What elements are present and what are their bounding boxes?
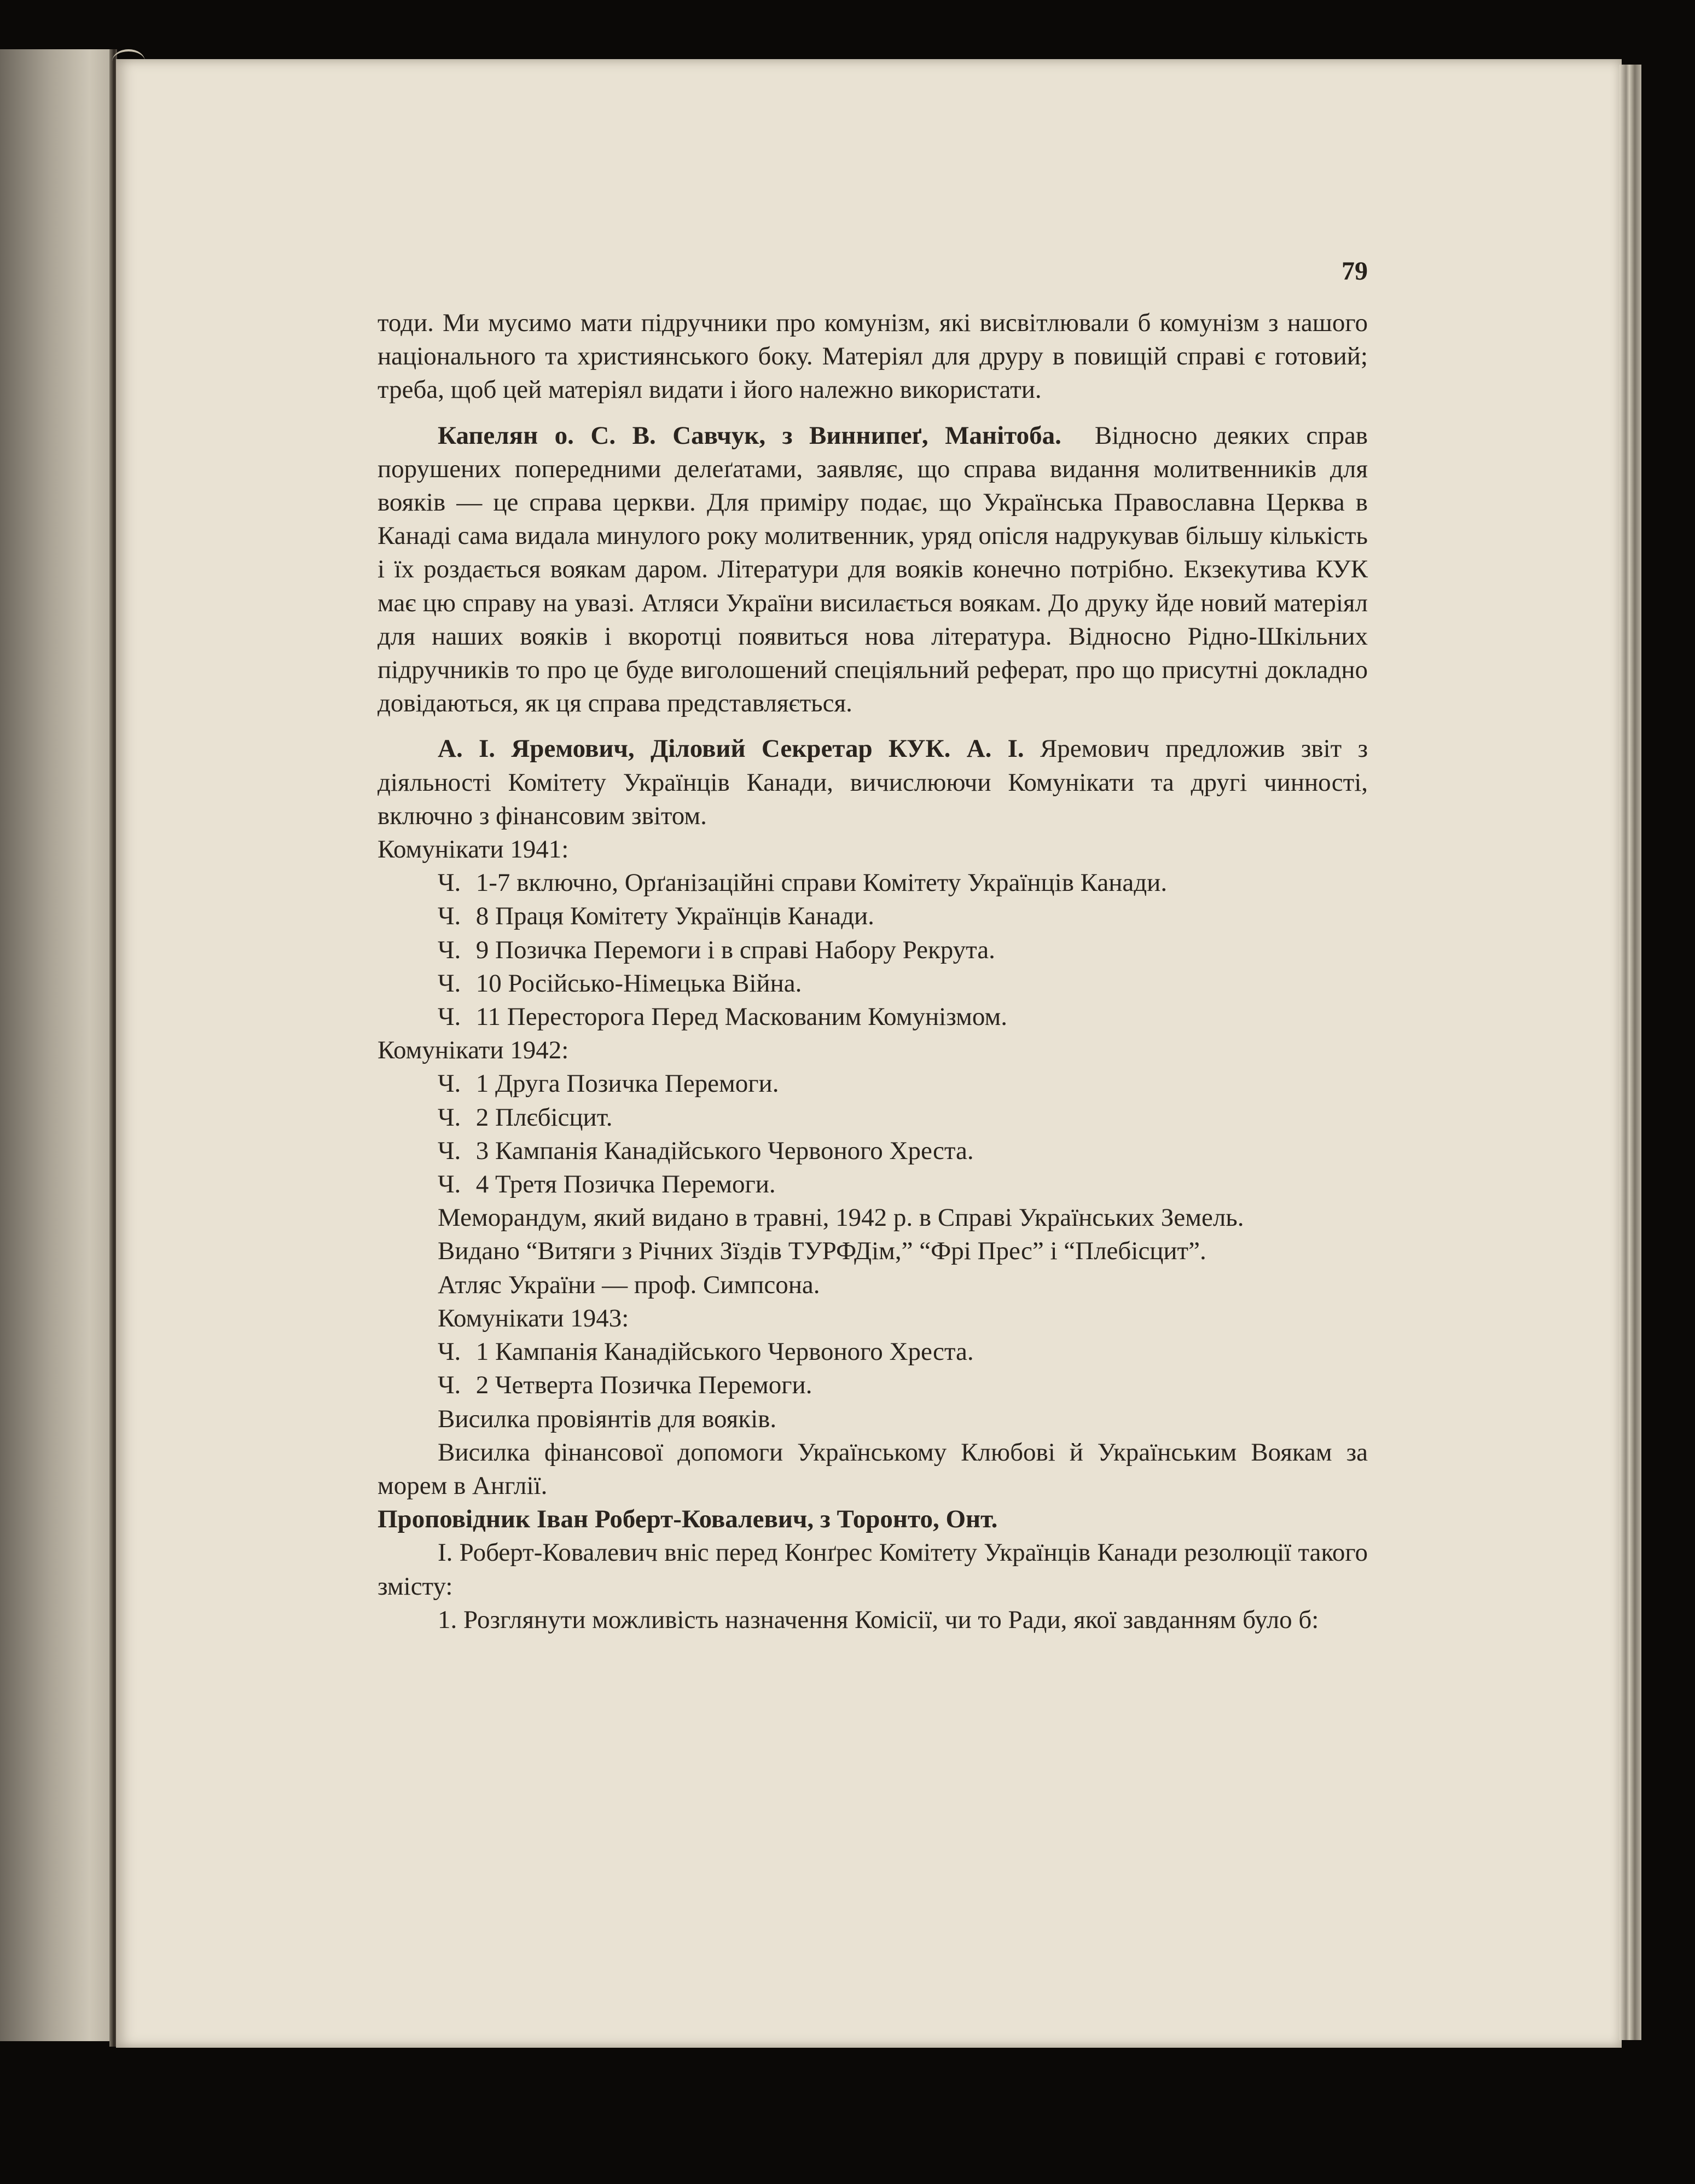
speaker-heading-savchuk: Капелян о. С. В. Савчук, з Виннипеґ, Манітоба.: [438, 421, 1061, 450]
page-stack-edge: [1619, 65, 1641, 2040]
list-item: Ч. 3 Кампанія Канадійського Червоного Хреста.: [438, 1136, 974, 1165]
page-number: 79: [1342, 257, 1368, 286]
list-item: Ч. 2 Четверта Позичка Перемоги.: [438, 1371, 812, 1400]
comm-1941-list: [378, 866, 1368, 1034]
issued-line: Видано “Витяги з Річних Зїздів ТУРФДім,” “Фрі Прес” і “Плебісцит”.: [438, 1237, 1206, 1266]
comm-1943-heading: Комунікати 1943:: [438, 1304, 629, 1333]
provisions-line: Висилка провіянтів для вояків.: [438, 1404, 777, 1433]
resolution-intro: І. Роберт-Ковалевич вніс перед Конґрес Комітету Українців Канади резолюції такого змісту:: [378, 1538, 1368, 1601]
financial-line: Висилка фінансової допомоги Українському Клюбові й Українським Воякам за морем в Англії.: [378, 1438, 1368, 1500]
list-item: Ч. 2 Плєбісцит.: [438, 1103, 613, 1132]
list-item: Ч. 8 Праця Комітету Українців Канади.: [438, 902, 874, 931]
list-item: Ч. 9 Позичка Перемоги і в справі Набору Рекрута.: [438, 935, 995, 964]
yaremovych-text: Яремович предложив звіт з діяльності Комітету Українців Канади, вичислюючи Комунікати та другі чинності, включно з фінансовим звітом.: [378, 734, 1368, 830]
comm-1942-heading: Комунікати 1942:: [378, 1036, 569, 1065]
savchuk-text: Відносно деяких справ порушених попередними делеґатами, заявляє, що справа видання молитвенників для вояків — це справа церкви. Для приміру подає, що Українська Православна Церква в Канаді сама видала минулого року молитвенник, уряд опісля надрукував більшу кількість і їх роздається воякам даром. Літератури для вояків конечно потрібно. Екзекутива КУК має цю справу на увазі. Атляси України висилається воякам. До друку йде новий матеріял для наших вояків і вкоротці появиться нова література. Відносно Рідно-Шкільних підручників то про це буде виголошений спеціяльний реферат, про що присутні докладно довідаються, як ця справа представляється.: [378, 421, 1368, 718]
kovalevych-heading-text: Проповідник Іван Роберт-Ковалевич, з Торонто, Онт.: [378, 1505, 998, 1534]
list-item: Ч. 11 Пересторога Перед Маскованим Комунізмом.: [438, 1003, 1007, 1032]
atlas-line: Атляс України — проф. Симпсона.: [438, 1270, 820, 1299]
paragraph-continued: тоди. Ми мусимо мати підручники про комунізм, які висвітлювали б комунізм з нашого національного та християнського боку. Матеріял для друру в повищій справі є готовий; треба, щоб цей матеріял видати і його належно використати.: [378, 309, 1368, 404]
speaker-heading-kovalevych: [378, 1503, 1368, 1536]
paragraph-yaremovych: [378, 732, 1368, 833]
speaker-heading-yaremovych: А. І. Яремович, Діловий Секретар КУК. А. І.: [438, 734, 1024, 763]
paragraph-savchuk: [378, 419, 1368, 721]
memorandum-line: Меморандум, який видано в травні, 1942 р. в Справі Українських Земель.: [438, 1203, 1244, 1232]
list-item: Ч. 1-7 включно, Орґанізаційні справи Комітету Українців Канади.: [438, 868, 1168, 897]
comm-1941-heading: Комунікати 1941:: [378, 835, 569, 864]
list-item: Ч. 4 Третя Позичка Перемоги.: [438, 1170, 776, 1199]
page-text: [378, 306, 1368, 1637]
comm-1942-list: [378, 1067, 1368, 1201]
list-item: Ч. 1 Друга Позичка Перемоги.: [438, 1069, 779, 1098]
comm-1943-list: [378, 1335, 1368, 1402]
resolution-point-1: 1. Розглянути можливість назначення Комісії, чи то Ради, якої завданням було б:: [438, 1605, 1319, 1634]
list-item: Ч. 1 Кампанія Канадійського Червоного Хреста.: [438, 1337, 974, 1366]
list-item: Ч. 10 Російсько-Німецька Війна.: [438, 969, 802, 998]
left-page-edge: [0, 49, 112, 2041]
